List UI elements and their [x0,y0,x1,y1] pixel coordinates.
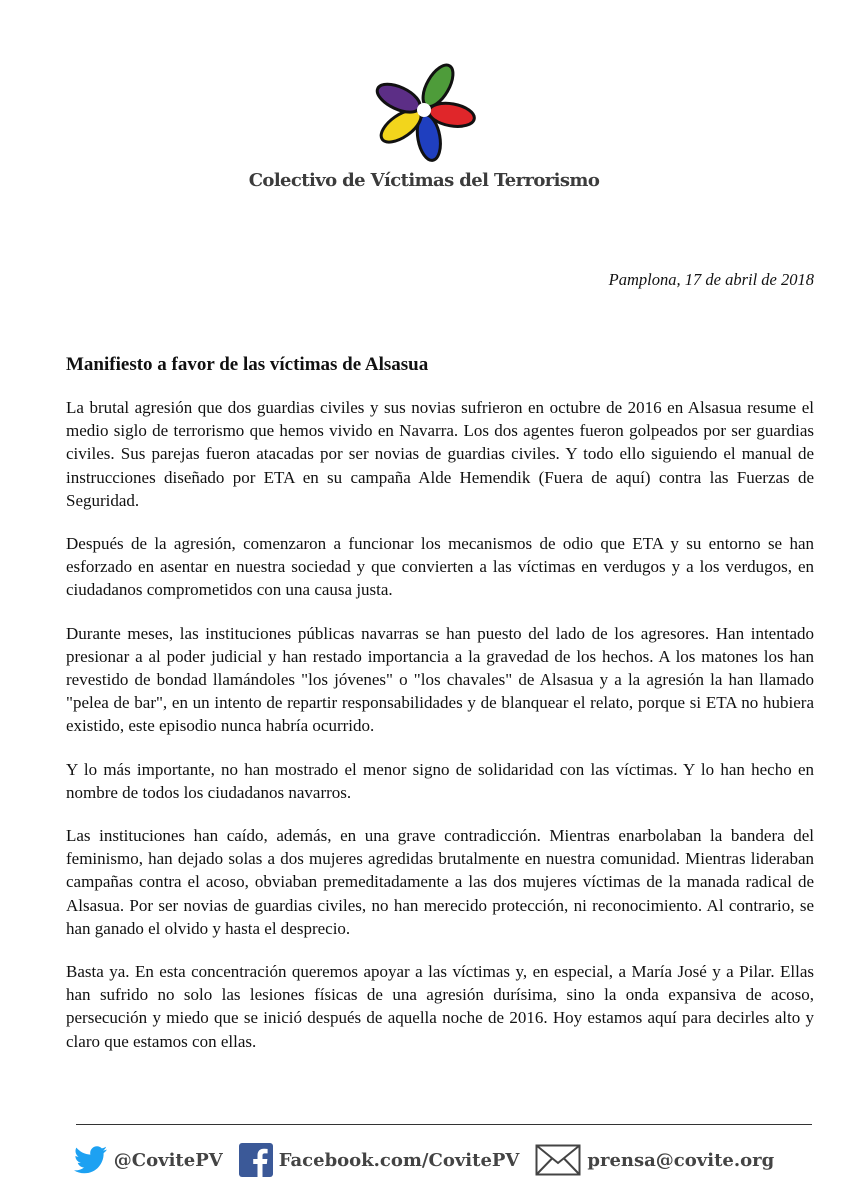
organization-name: Colectivo de Víctimas del Terrorismo [248,170,600,191]
flower-logo-icon [369,52,479,164]
document-body [66,396,814,1073]
paragraph: Y lo más importante, no han mostrado el menor signo de solidaridad con las víctimas. Y lo han hecho en nombre de todos los ciudadanos navarros. [66,759,814,802]
paragraph: Basta ya. En esta concentración queremos apoyar a las víctimas y, en especial, a María José y a Pilar. Ellas han sufrido no solo las lesiones físicas de una agresión durísima, sino la onda expansiva de acoso, persecución y miedo que se inició después de aquella noche de 2016. Hoy estamos aquí para decirles alto y claro que estamos con ellas. [66,962,814,1051]
facebook-page: Facebook.com/CovitePV [278,1149,520,1171]
email-contact[interactable] [535,1144,774,1176]
twitter-handle: @CovitePV [113,1149,223,1171]
footer-divider [76,1124,812,1125]
document-title: Manifiesto a favor de las víctimas de Alsasua [66,354,429,375]
facebook-icon [239,1143,273,1177]
paragraph: Durante meses, las instituciones públicas navarras se han puesto del lado de los agresores. Han intentado presionar a al poder judicial y han restado importancia a la gravedad de los hechos. A los matones los han revestido de bondad llamándoles "los jóvenes" o "los chavales" de Alsasua y a la agresión la han llamado "pelea de bar", en un intento de repartir responsabilidades y de blanquear el relato, porque si ETA no hubiera existido, este episodio nunca habría ocurrido. [66,623,814,736]
twitter-contact[interactable] [74,1146,223,1174]
facebook-contact[interactable] [239,1143,520,1177]
paragraph: Después de la agresión, comenzaron a funcionar los mecanismos de odio que ETA y su entorno se han esforzado en asentar en nuestra sociedad y que convierten a las víctimas en verdugos y a los verdugos, en ciudadanos comprometidos con una causa justa. [66,534,814,600]
paragraph: La brutal agresión que dos guardias civiles y sus novias sufrieron en octubre de 2016 en Alsasua resume el medio siglo de terrorismo que hemos vivido en Navarra. Los dos agentes fueron golpeados por ser guardias civiles. Sus parejas fueron atacadas por ser novias de guardias civiles. Y todo ello siguiendo el manual de instrucciones diseñado por ETA en su campaña Alde Hemendik (Fuera de aquí) contra las Fuerzas de Seguridad. [66,398,814,510]
footer-contacts [0,1138,848,1182]
twitter-bird-icon [74,1146,108,1174]
letterhead [0,52,848,191]
paragraph: Las instituciones han caído, además, en una grave contradicción. Mientras enarbolaban la bandera del feminismo, han dejado solas a dos mujeres agredidas brutalmente en nuestra comunidad. Mientras lideraban campañas contra el acoso, obviaban premeditadamente a las dos mujeres víctimas de la manada radical de Alsasua. Por ser novias de guardias civiles, no han merecido protección, ni reconocimiento. Al contrario, se han ganado el olvido y hasta el desprecio. [66,826,814,938]
document-date: Pamplona, 17 de abril de 2018 [608,270,814,289]
email-address: prensa@covite.org [587,1149,775,1171]
envelope-icon [535,1144,581,1176]
